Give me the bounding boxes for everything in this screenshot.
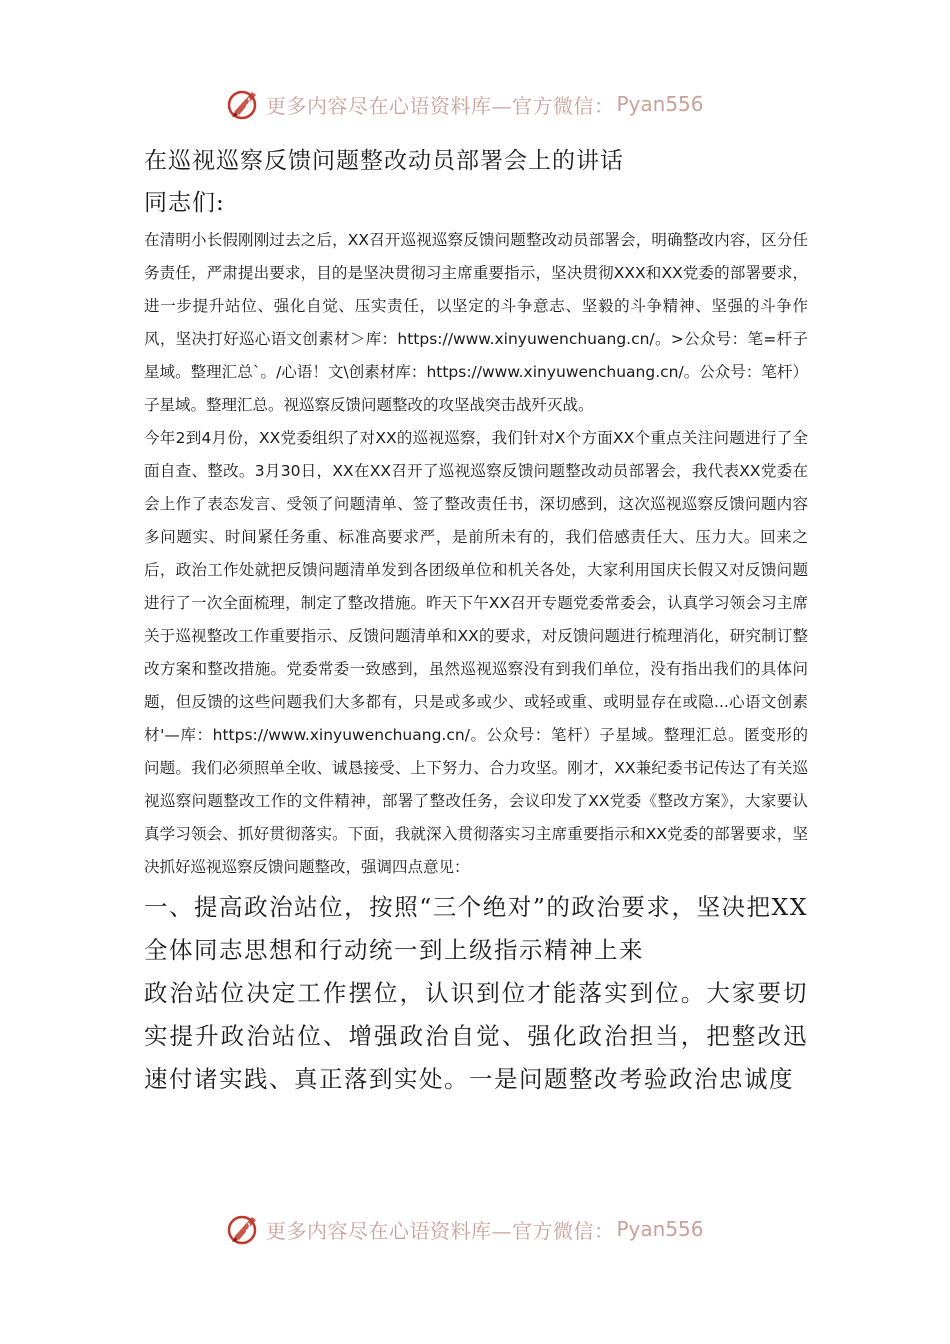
section-heading-1: 一、提高政治站位，按照“三个绝对”的政治要求，坚决把XX全体同志思想和行动统一到上级指示精神上来 [144, 893, 808, 964]
pen-circle-logo-icon [226, 1211, 262, 1247]
document-body [144, 140, 808, 1101]
footer-watermark [226, 1211, 704, 1247]
paragraph-2: 今年2到4月份，XX党委组织了对XX的巡视巡察，我们针对X个方面XX个重点关注问题进行了全面自查、整改。3月30日，XX在XX召开了巡视巡察反馈问题整改动员部署会，我代表XX党委在会上作了表态发言、受领了问题清单、签了整改责任书，深切感到，这次巡视巡察反馈问题内容多问题实、时间紧任务重、标准高要求严，是前所未有的，我们倍感责任大、压力大。回来之后，政治工作处就把反馈问题清单发到各团级单位和机关各处，大家利用国庆长假又对反馈问题进行了一次全面梳理，制定了整改措施。昨天下午XX召开专题党委常委会，认真学习领会习主席关于巡视整改工作重要指示、反馈问题清单和XX的要求，对反馈问题进行梳理消化，研究制订整改方案和整改措施。党委常委一致感到，虽然巡视巡察没有到我们单位，没有指出我们的具体问题，但反馈的这些问题我们大多都有，只是或多或少、或轻或重、或明显存在或隐...心语文创素材'—库：https://www.xinyuwenchuang.cn/。公众号：笔杆）子星域。整理汇总。匿变形的问题。我们必须照单全收、诚恳接受、上下努力、合力攻坚。刚才，XX兼纪委书记传达了有关巡视巡察问题整改工作的文件精神，部署了整改任务，会议印发了XX党委《整改方案》，大家要认真学习领会、抓好贯彻落实。下面，我就深入贯彻落实习主席重要指示和XX党委的部署要求，坚决抓好巡视巡察反馈问题整改，强调四点意见： [144, 429, 808, 876]
watermark-handle: Pyan556 [616, 1217, 704, 1241]
watermark-text: 更多内容尽在心语资料库—官方微信： [266, 93, 615, 118]
paragraph-1: 在清明小长假刚刚过去之后，XX召开巡视巡察反馈问题整改动员部署会，明确整改内容，区分任务责任，严肃提出要求，目的是坚决贯彻习主席重要指示，坚决贯彻XXX和XX党委的部署要求，进一步提升站位、强化自觉、压实责任，以坚定的斗争意志、坚毅的斗争精神、坚强的斗争作风，坚决打好巡心语文创素材＞库：https://www.xinyuwenchuang.cn/。>公众号：笔=杆子星域。整理汇总`。/心语！文\创素材库：https://www.xinyuwenchuang.cn/。公众号：笔杆）子星域。整理汇总。视巡察反馈问题整改的攻坚战突击战歼灭战。 [144, 231, 808, 414]
watermark-text: 更多内容尽在心语资料库—官方微信： [266, 1218, 615, 1243]
document-title: 在巡视巡察反馈问题整改动员部署会上的讲话 [144, 148, 624, 174]
section-body-1: 政治站位决定工作摆位，认识到位才能落实到位。大家要切实提升政治站位、增强政治自觉、强化政治担当，把整改迅速付诸实践、真正落到实处。一是问题整改考验政治忠诚度 [144, 979, 808, 1093]
watermark-handle: Pyan556 [616, 92, 704, 116]
salutation: 同志们: [144, 190, 225, 216]
header-watermark [226, 86, 704, 122]
pen-circle-logo-icon [226, 86, 262, 122]
